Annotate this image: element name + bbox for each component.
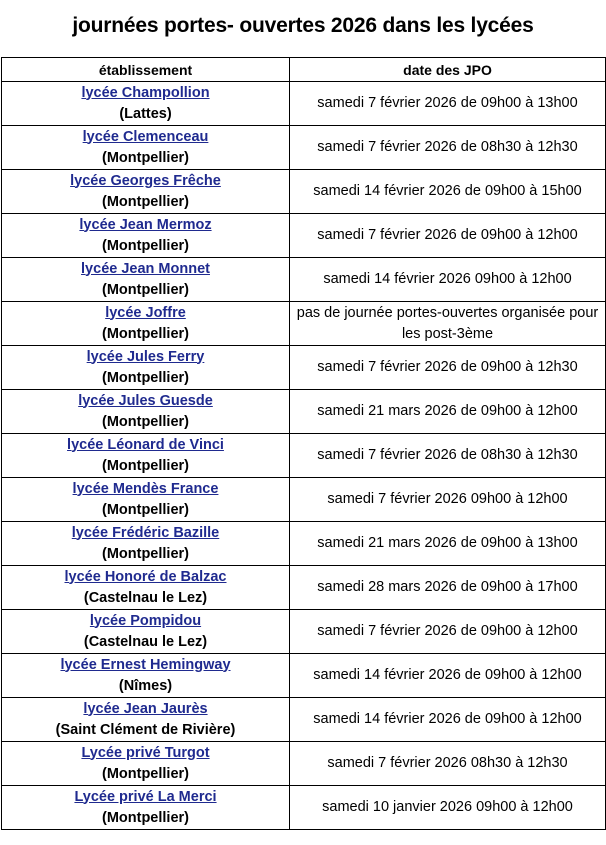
jpo-date: samedi 14 février 2026 de 09h00 à 15h00 <box>290 170 606 214</box>
jpo-date: samedi 7 février 2026 de 09h00 à 12h00 <box>290 610 606 654</box>
school-city: (Castelnau le Lez) <box>83 589 208 606</box>
school-city: (Montpellier) <box>102 369 189 386</box>
jpo-date: samedi 7 février 2026 de 08h30 à 12h30 <box>290 126 606 170</box>
table-row <box>2 522 606 566</box>
school-link[interactable]: Lycée privé La Merci <box>74 788 217 805</box>
school-city: (Montpellier) <box>102 457 189 474</box>
school-link[interactable]: lycée Champollion <box>81 84 210 101</box>
jpo-date: samedi 10 janvier 2026 09h00 à 12h00 <box>290 786 606 830</box>
table-row <box>2 170 606 214</box>
school-link[interactable]: lycée Mendès France <box>72 480 219 497</box>
school-link[interactable]: Lycée privé Turgot <box>81 744 210 761</box>
table-row <box>2 126 606 170</box>
jpo-date: samedi 28 mars 2026 de 09h00 à 17h00 <box>290 566 606 610</box>
table-row <box>2 478 606 522</box>
school-city: (Montpellier) <box>102 765 189 782</box>
school-cell <box>2 258 290 302</box>
table-row <box>2 258 606 302</box>
table-row <box>2 346 606 390</box>
header-date-jpo: date des JPO <box>290 58 606 82</box>
school-cell <box>2 566 290 610</box>
jpo-date: samedi 7 février 2026 de 08h30 à 12h30 <box>290 434 606 478</box>
school-link[interactable]: lycée Frédéric Bazille <box>71 524 220 541</box>
school-link[interactable]: lycée Ernest Hemingway <box>60 656 231 673</box>
school-link[interactable]: lycée Jean Mermoz <box>79 216 212 233</box>
school-cell <box>2 610 290 654</box>
jpo-date: samedi 14 février 2026 09h00 à 12h00 <box>290 258 606 302</box>
table-row <box>2 214 606 258</box>
header-etablissement: établissement <box>2 58 290 82</box>
school-cell <box>2 654 290 698</box>
school-cell <box>2 82 290 126</box>
school-city: (Montpellier) <box>102 545 189 562</box>
school-city: (Montpellier) <box>102 325 189 342</box>
jpo-table <box>1 57 606 830</box>
school-link[interactable]: lycée Pompidou <box>89 612 202 629</box>
jpo-date: samedi 7 février 2026 08h30 à 12h30 <box>290 742 606 786</box>
table-row <box>2 654 606 698</box>
school-city: (Montpellier) <box>102 149 189 166</box>
school-city: (Castelnau le Lez) <box>83 633 208 650</box>
jpo-date: samedi 7 février 2026 de 09h00 à 12h30 <box>290 346 606 390</box>
school-city: (Lattes) <box>119 105 172 122</box>
table-body <box>2 82 606 830</box>
school-link[interactable]: lycée Georges Frêche <box>70 172 221 189</box>
school-city: (Montpellier) <box>102 281 189 298</box>
jpo-date: samedi 14 février 2026 de 09h00 à 12h00 <box>290 654 606 698</box>
jpo-date: pas de journée portes-ouvertes organisée pour les post-3ème <box>290 302 606 346</box>
school-link[interactable]: lycée Jules Ferry <box>86 348 205 365</box>
school-cell <box>2 786 290 830</box>
table-row <box>2 302 606 346</box>
school-city: (Montpellier) <box>102 809 189 826</box>
table-header-row <box>2 58 606 82</box>
school-city: (Montpellier) <box>102 237 189 254</box>
table-row <box>2 742 606 786</box>
school-cell <box>2 698 290 742</box>
school-link[interactable]: lycée Léonard de Vinci <box>67 436 224 453</box>
school-city: (Montpellier) <box>102 413 189 430</box>
school-cell <box>2 302 290 346</box>
school-cell <box>2 522 290 566</box>
school-link[interactable]: lycée Clemenceau <box>82 128 209 145</box>
table-row <box>2 434 606 478</box>
school-cell <box>2 214 290 258</box>
table-row <box>2 786 606 830</box>
school-cell <box>2 170 290 214</box>
school-cell <box>2 126 290 170</box>
school-city: (Montpellier) <box>102 501 189 518</box>
school-link[interactable]: lycée Joffre <box>105 304 186 321</box>
table-row <box>2 610 606 654</box>
jpo-date: samedi 7 février 2026 09h00 à 12h00 <box>290 478 606 522</box>
school-city: (Montpellier) <box>102 193 189 210</box>
table-row <box>2 698 606 742</box>
school-link[interactable]: lycée Jean Jaurès <box>83 700 208 717</box>
school-link[interactable]: lycée Honoré de Balzac <box>64 568 227 585</box>
jpo-date: samedi 7 février 2026 de 09h00 à 12h00 <box>290 214 606 258</box>
school-city: (Nîmes) <box>118 677 173 694</box>
school-cell <box>2 390 290 434</box>
school-link[interactable]: lycée Jules Guesde <box>78 392 213 409</box>
school-cell <box>2 434 290 478</box>
jpo-date: samedi 14 février 2026 de 09h00 à 12h00 <box>290 698 606 742</box>
jpo-date: samedi 21 mars 2026 de 09h00 à 13h00 <box>290 522 606 566</box>
table-row <box>2 82 606 126</box>
school-cell <box>2 346 290 390</box>
school-cell <box>2 478 290 522</box>
jpo-date: samedi 7 février 2026 de 09h00 à 13h00 <box>290 82 606 126</box>
jpo-date: samedi 21 mars 2026 de 09h00 à 12h00 <box>290 390 606 434</box>
school-cell <box>2 742 290 786</box>
school-link[interactable]: lycée Jean Monnet <box>81 260 210 277</box>
school-city: (Saint Clément de Rivière) <box>55 721 236 738</box>
table-row <box>2 566 606 610</box>
table-row <box>2 390 606 434</box>
page-title: journées portes- ouvertes 2026 dans les lycées <box>72 14 534 37</box>
